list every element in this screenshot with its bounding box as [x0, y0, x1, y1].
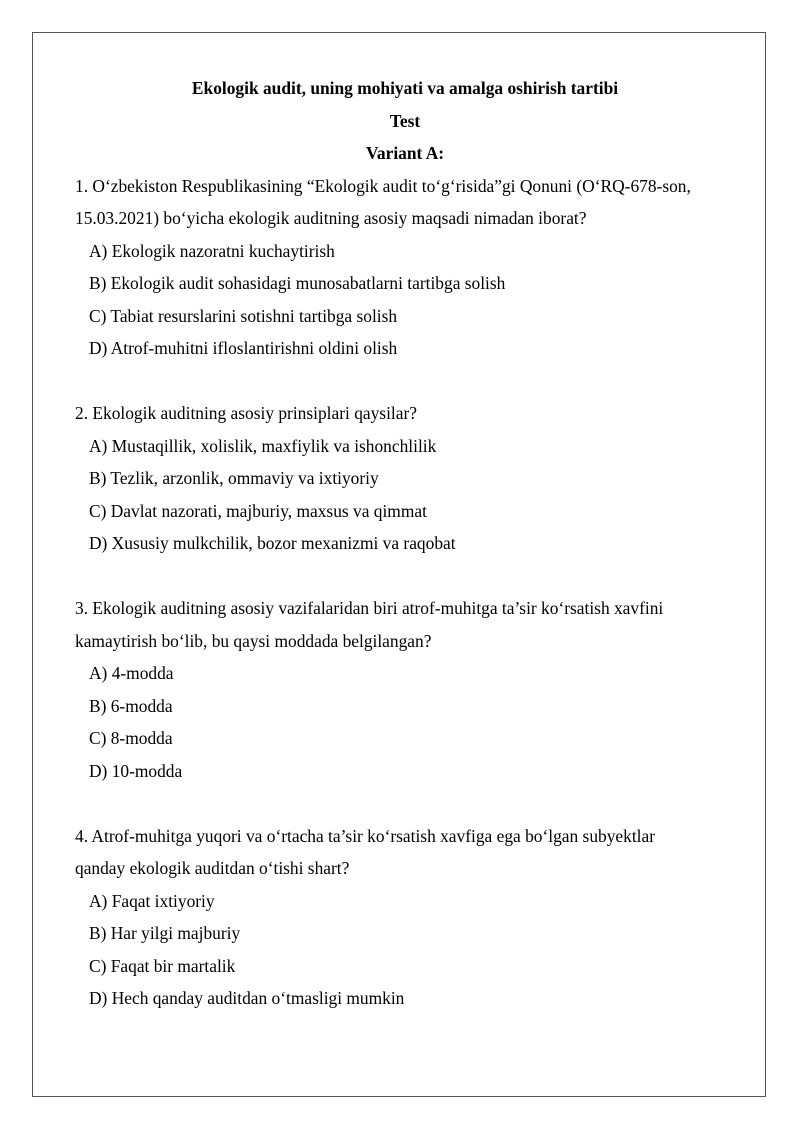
answer-option: A) Ekologik nazoratni kuchaytirish	[89, 240, 335, 261]
answer-option: D) 10-modda	[89, 760, 183, 781]
question-text: 3. Ekologik auditning asosiy vazifalaridan biri atrof-muhitga ta’sir ko‘rsatish xavfini	[75, 598, 664, 618]
answer-option: A) Faqat ixtiyoriy	[89, 890, 215, 911]
question-text: 4. Atrof-muhitga yuqori va o‘rtacha ta’sir ko‘rsatish xavfiga ega bo‘lgan subyektlar	[75, 825, 655, 846]
answer-option: C) Faqat bir martalik	[89, 955, 236, 976]
question-2	[75, 397, 755, 560]
question-text: 15.03.2021) bo‘yicha ekologik auditning asosiy maqsadi nimadan iborat?	[75, 208, 587, 228]
answer-option: D) Hech qanday auditdan o‘tmasligi mumkin	[89, 988, 405, 1008]
question-text: qanday ekologik auditdan o‘tishi shart?	[75, 858, 350, 878]
spacer	[75, 365, 755, 398]
question-1	[75, 170, 755, 365]
answer-option: A) 4-modda	[89, 663, 174, 683]
answer-option: B) Ekologik audit sohasidagi munosabatlarni tartibga solish	[89, 273, 506, 293]
answer-option: D) Atrof-muhitni ifloslantirishni oldini olish	[89, 338, 398, 358]
document-title: Ekologik audit, uning mohiyati va amalga oshirish tartibi	[191, 78, 619, 98]
answer-option: C) 8-modda	[89, 728, 173, 748]
answer-option: A) Mustaqillik, xolislik, maxfiylik va ishonchlilik	[89, 435, 437, 456]
question-text: 2. Ekologik auditning asosiy prinsiplari qaysilar?	[75, 403, 417, 423]
question-3	[75, 592, 755, 787]
answer-option: C) Davlat nazorati, majburiy, maxsus va qimmat	[89, 500, 427, 521]
answer-option: D) Xususiy mulkchilik, bozor mexanizmi va raqobat	[89, 533, 456, 553]
variant-label: Variant A:	[365, 143, 445, 163]
answer-option: B) Tezlik, arzonlik, ommaviy va ixtiyoriy	[89, 468, 379, 488]
document-body	[75, 72, 755, 1015]
answer-option: B) 6-modda	[89, 695, 173, 716]
question-4	[75, 820, 755, 1015]
question-text: 1. O‘zbekiston Respublikasining “Ekologik audit to‘g‘risida”gi Qonuni (O‘RQ-678-son,	[75, 175, 691, 196]
spacer	[75, 560, 755, 593]
answer-option: C) Tabiat resurslarini sotishni tartibga solish	[89, 305, 398, 326]
question-text: kamaytirish bo‘lib, bu qaysi moddada belgilangan?	[75, 630, 432, 651]
answer-option: B) Har yilgi majburiy	[89, 923, 241, 943]
document-subtitle: Test	[389, 110, 421, 131]
spacer	[75, 787, 755, 820]
